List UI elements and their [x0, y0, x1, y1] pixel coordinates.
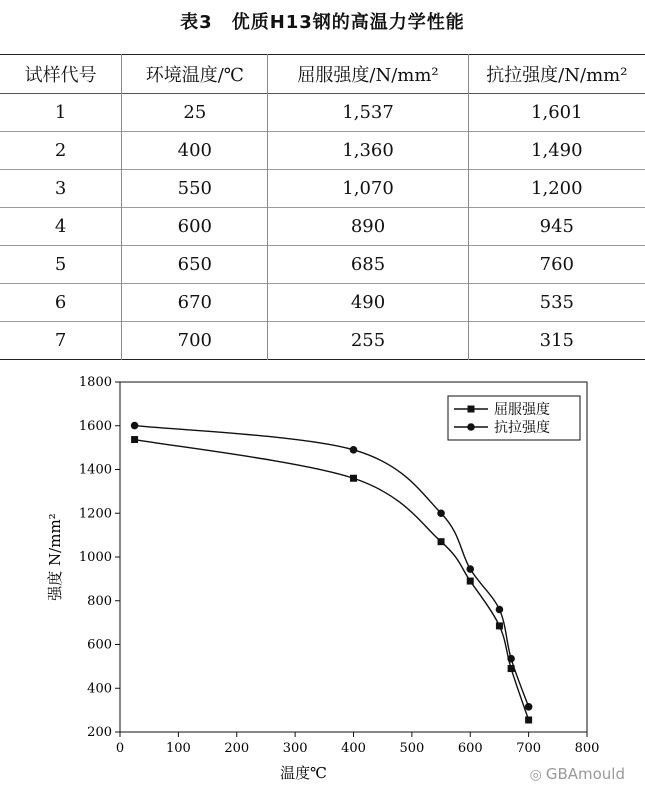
table-row: [0, 208, 645, 246]
table-title: 表3 优质H13钢的高温力学性能: [180, 12, 465, 33]
table-cell: 490: [268, 284, 468, 322]
x-tick-label: 100: [165, 741, 191, 756]
y-tick-label: 1400: [78, 462, 112, 478]
table-cell: 315: [468, 322, 645, 360]
table-cell: 600: [122, 208, 268, 246]
table-cell: 1,200: [468, 170, 645, 208]
table-row: [0, 132, 645, 170]
x-tick-label: 0: [115, 741, 125, 756]
data-point-square: [496, 622, 503, 629]
table-cell: 1,490: [468, 132, 645, 170]
table-cell: 650: [122, 246, 268, 284]
data-point-square: [525, 716, 532, 723]
data-point-square: [467, 578, 474, 585]
data-point-circle: [437, 509, 445, 517]
table-cell: 25: [122, 94, 268, 132]
x-tick-label: 800: [574, 741, 600, 756]
table-cell: 1,070: [268, 170, 468, 208]
table-cell: 700: [122, 322, 268, 360]
x-tick-label: 500: [399, 741, 425, 756]
x-tick-label: 700: [516, 741, 542, 756]
table-header-row: [0, 55, 645, 94]
table-cell: 685: [268, 246, 468, 284]
header-cell: 环境温度/℃: [122, 55, 268, 94]
header-cell: 抗拉强度/N/mm²: [468, 55, 645, 94]
header-cell: 屈服强度/N/mm²: [268, 55, 468, 94]
x-tick-label: 600: [457, 741, 483, 756]
table-cell: 5: [54, 254, 67, 275]
table-cell: 760: [468, 246, 645, 284]
table-row: [0, 246, 645, 284]
table-cell: 670: [122, 284, 268, 322]
wechat-icon: ◎: [529, 767, 542, 783]
y-tick-label: 1000: [78, 550, 112, 565]
table-cell: 400: [122, 132, 268, 170]
legend-marker-square: [468, 406, 475, 413]
data-point-circle: [525, 703, 533, 711]
table-cell: 1,537: [268, 94, 468, 132]
x-tick-label: 400: [341, 741, 366, 756]
table-cell: 3: [54, 178, 67, 199]
table-row: [0, 170, 645, 208]
data-point-circle: [131, 422, 139, 430]
header-cell: 试样代号: [24, 65, 97, 86]
data-point-square: [438, 538, 445, 545]
legend-label: 抗拉强度: [494, 420, 550, 436]
data-point-circle: [466, 565, 474, 573]
table-row: [0, 284, 645, 322]
table-cell: 945: [468, 208, 645, 246]
strength-temperature-chart: [0, 350, 645, 797]
x-axis-label: 温度℃: [280, 764, 327, 782]
data-point-square: [131, 436, 138, 443]
table-cell: 1,360: [268, 132, 468, 170]
table-cell: 255: [268, 322, 468, 360]
x-tick-label: 300: [282, 741, 308, 756]
data-point-circle: [496, 606, 504, 614]
watermark: [530, 765, 625, 783]
x-tick-label: 200: [224, 741, 250, 756]
y-axis-label: 强度 N/mm²: [46, 513, 64, 601]
y-tick-label: 800: [87, 593, 112, 609]
table-cell: 890: [268, 208, 468, 246]
y-tick-label: 1800: [78, 375, 112, 390]
data-point-square: [350, 475, 357, 482]
watermark-text: GBAmould: [545, 765, 625, 783]
table-cell: 4: [54, 216, 67, 237]
y-tick-label: 600: [87, 637, 112, 653]
table-cell: 535: [468, 284, 645, 322]
table-cell: 2: [54, 140, 67, 161]
table-cell: 7: [54, 330, 67, 351]
y-tick-label: 200: [87, 725, 112, 740]
legend-marker-circle: [467, 423, 475, 431]
table-cell: 1: [54, 102, 67, 123]
y-tick-label: 400: [87, 681, 112, 697]
data-point-circle: [350, 446, 358, 454]
y-tick-label: 1600: [78, 418, 112, 434]
table-cell: 550: [122, 170, 268, 208]
legend-label: 屈服强度: [494, 402, 550, 418]
properties-table: [0, 54, 645, 360]
data-point-circle: [507, 655, 515, 663]
table-row: [0, 94, 645, 132]
table-cell: 1,601: [468, 94, 645, 132]
table-cell: 6: [54, 292, 67, 313]
y-tick-label: 1200: [78, 506, 112, 522]
